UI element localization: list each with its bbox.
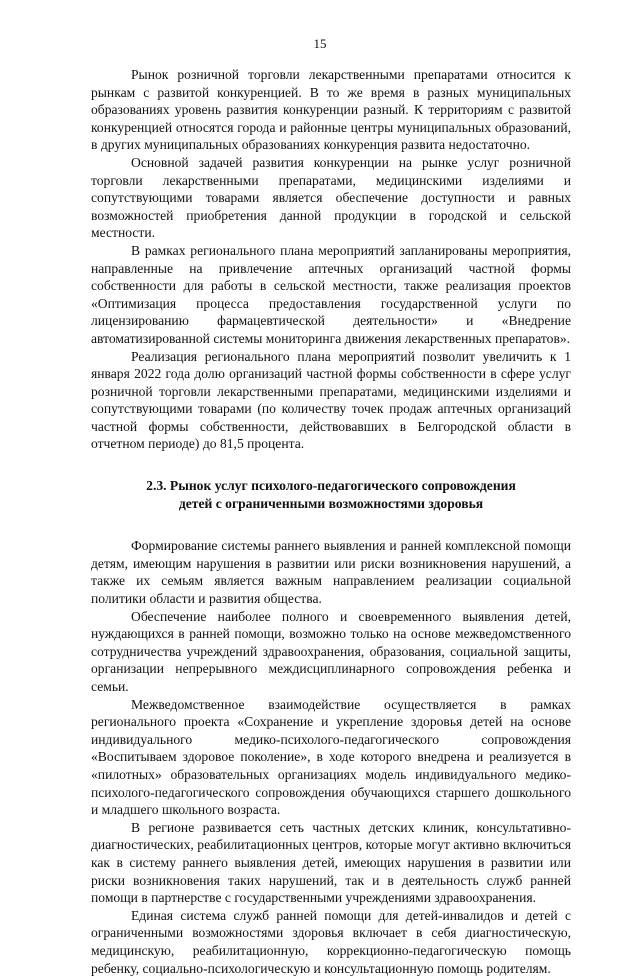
paragraph-pharmacy-market-competition: Рынок розничной торговли лекарственными препаратами относится к рынкам с развитой конкуренцией. В то же время в разных муниципальных образованиях уровень развития конкуренции разный. К территориям с развитой конкуренцией относятся города и районные центры муниципальных образований, в других муниципальных образованиях конкуренция развита недостаточно.	[91, 67, 571, 153]
paragraph-early-help-services: Единая система служб ранней помощи для детей-инвалидов и детей с ограниченными возможностями здоровья включает в себя диагностическую, медицинскую, реабилитационную, коррекционно-педагогическую помощь ребенку, социально-психологическую и консультационную помощь родителям.	[91, 907, 571, 976]
paragraph-interagency-cooperation: Обеспечение наиболее полного и своевременного выявления детей, нуждающихся в ранней помощи, возможно только на основе межведомственного сотрудничества учреждений здравоохранения, образования, социальной защиты, организации непрерывного междисциплинарного сопровождения ребенка и семьи.	[91, 608, 571, 694]
paragraph-pharmacy-main-task: Основной задачей развития конкуренции на рынке услуг розничной торговли лекарственными препаратами, медицинскими изделиями и сопутствующими товарами является обеспечение доступности и равных возможностей приобретения данной продукции в городской и сельской местности.	[91, 154, 571, 241]
section-heading-line-2: детей с ограниченными возможностями здоровья	[178, 495, 484, 511]
paragraph-private-clinics: В регионе развивается сеть частных детских клиник, консультативно-диагностических, реабилитационных центров, которые могут активно включиться как в систему раннего выявления детей, имеющих нарушения в развитии или риски возникновения таких нарушений, так и в деятельность служб ранней помощи в партнерстве с государственными учреждениями здравоохранения.	[91, 819, 571, 906]
paragraph-early-detection-system: Формирование системы раннего выявления и ранней комплексной помощи детям, имеющим нарушения в развитии или риски возникновения нарушений, а также их семьям является важным направлением реализации социальной политики области и развития общества.	[91, 538, 571, 607]
section-heading-line-1: 2.3. Рынок услуг психолого-педагогического сопровождения	[146, 478, 516, 494]
paragraph-regional-project: Межведомственное взаимодействие осуществляется в рамках регионального проекта «Сохранение и укрепление здоровья детей на основе индивидуального медико-психолого-педагогического сопровождения «Воспитываем здоровое поколение», в ходе которого внедрена и реализуется в «пилотных» образовательных организациях модель индивидуального медико-психолого-педагогического сопровождения обучающихся старшего дошкольного и младшего школьного возраста.	[91, 696, 571, 818]
paragraph-regional-plan-result: Реализация регионального плана мероприятий позволит увеличить к 1 января 2022 года долю организаций частной формы собственности в сфере услуг розничной торговли лекарственными препаратами, медицинскими изделиями и сопутствующими товарами (по количеству точек продаж аптечных организаций частной формы собственности, действовавших в Белгородской области в отчетном периоде) до 81,5 процента.	[91, 348, 571, 452]
paragraph-regional-plan-measures: В рамках регионального плана мероприятий запланированы мероприятия, направленные на привлечение аптечных организаций частной формы собственности для работы в сельской местности, также реализация проектов «Оптимизация процесса предоставления государственной услуги по лицензированию фармацевтической деятельности» и «Внедрение автоматизированной системы мониторинга движения лекарственных препаратов».	[91, 242, 571, 346]
document-body	[91, 66, 571, 977]
section-heading	[91, 477, 571, 512]
page-number: 15	[313, 36, 327, 51]
